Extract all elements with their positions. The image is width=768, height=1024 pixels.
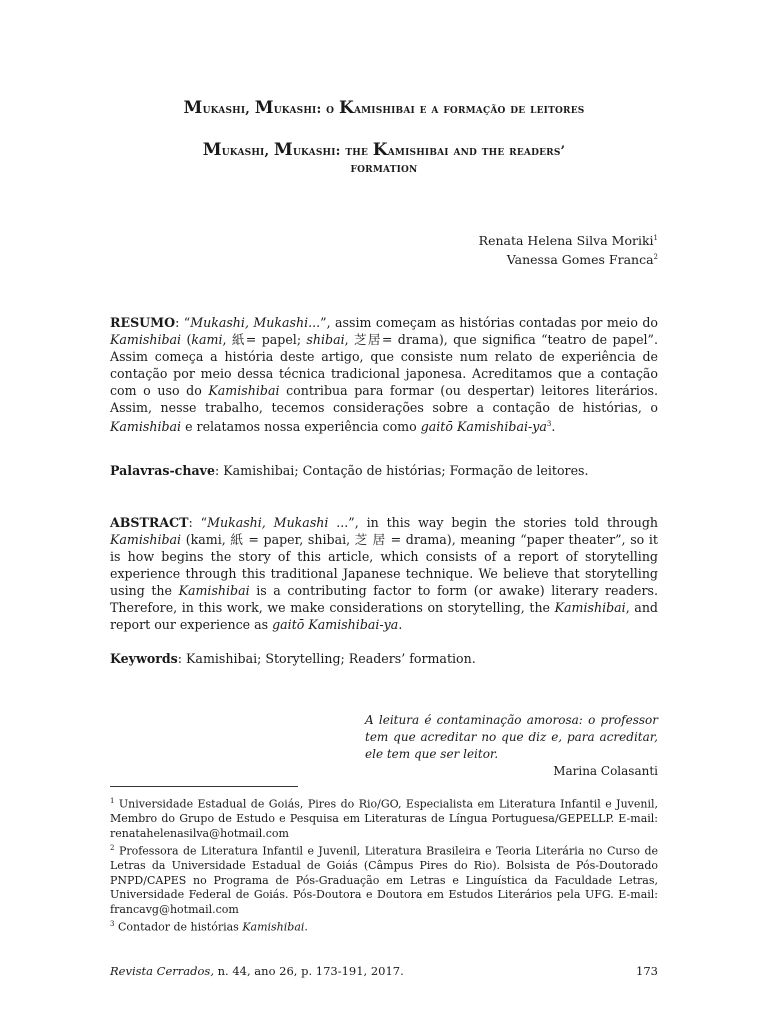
epigraph-quote: A leitura é contaminação amorosa: o professor tem que acreditar no que diz e, para acreditar, ele tem que ser leitor. <box>365 713 658 761</box>
palavras-chave-label: Palavras-chave <box>110 463 215 478</box>
title-en-part1: ukashi, <box>221 144 274 159</box>
title-portuguese <box>108 100 660 118</box>
resumo-italic-4: shibai <box>306 332 345 347</box>
title-pt-part2: ukashi: o <box>273 102 339 117</box>
resumo-text-5: , 芝居= drama), que significa “teatro de papel”. Assim começa a história deste artigo, que consiste num relato de experiência de contação por meio dessa técnica tradicional japonesa. Acreditamos que a contação com o uso do <box>110 332 659 398</box>
resumo-italic-6: Kamishibai <box>110 419 182 435</box>
keywords-text: : Kamishibai; Storytelling; Readers’ formation. <box>177 651 476 666</box>
author-list <box>479 230 658 268</box>
footer-journal: Revista Cerrados, <box>110 964 214 978</box>
title-english <box>108 142 660 177</box>
resumo-paragraph <box>110 314 658 435</box>
epigraph <box>365 712 658 780</box>
resumo-italic-2: Kamishibai <box>110 332 182 347</box>
title-pt-cap1: M <box>183 98 203 118</box>
title-en-cap2: M <box>273 140 293 160</box>
footer-citation-text: n. 44, ano 26, p. 173-191, 2017. <box>213 964 404 978</box>
footnote-3-number: 3 <box>110 920 115 929</box>
resumo-italic-5: Kamishibai <box>208 383 280 398</box>
resumo-italic-7: gaitō Kamishibai-ya <box>420 419 547 435</box>
footnote-2-number: 2 <box>110 844 115 853</box>
footnote-3-text: Contador de histórias <box>114 920 243 934</box>
footnote-3-end: . <box>304 920 308 934</box>
title-en-part3: amishibai and the readers’ <box>387 144 566 159</box>
author-1 <box>479 230 658 249</box>
title-pt-cap2: M <box>254 98 274 118</box>
resumo-text-2: ”, assim começam as histórias contadas por meio do <box>320 315 658 330</box>
title-pt-part1: ukashi, <box>202 102 255 117</box>
resumo-label: RESUMO <box>110 315 176 330</box>
abstract-italic-3: Kamishibai <box>178 583 250 598</box>
title-en-cap3: K <box>372 140 388 160</box>
resumo-text-8: . <box>551 419 556 435</box>
footnote-2 <box>110 841 658 917</box>
abstract-italic-1: Mukashi, Mukashi ... <box>207 515 349 530</box>
abstract-italic-2: Kamishibai <box>110 532 182 547</box>
resumo-text-6: contribua para formar (ou despertar) leitores literários. Assim, nesse trabalho, tecemos considerações sobre a contação de histórias, o <box>110 383 658 415</box>
title-pt-part3: amishibai e a formação de leitores <box>353 102 585 117</box>
footnote-divider <box>110 786 298 787</box>
footnote-1-text: Universidade Estadual de Goiás, Pires do Rio/GO, Especialista em Literatura Infantil e Juvenil, Membro do Grupo de Estudo e Pesquisa em Literaturas de Língua Portuguesa/GEPELLP. E-mail: renatahelenasilva@hotmail.com <box>110 797 658 840</box>
resumo-italic-3: kami <box>191 332 223 347</box>
abstract-italic-4: Kamishibai <box>554 600 626 615</box>
author-2-note: 2 <box>653 253 658 262</box>
abstract-italic-5: gaitō Kamishibai-ya <box>272 617 399 632</box>
keywords-label: Keywords <box>110 651 178 666</box>
title-en-part2: ukashi: the <box>292 144 373 159</box>
author-1-name: Renata Helena Silva Moriki <box>478 233 654 249</box>
resumo-text-4: , 紙= papel; <box>222 332 307 347</box>
author-2 <box>479 249 658 268</box>
resumo-italic-1: Mukashi, Mukashi... <box>190 315 321 330</box>
abstract-text-4: is a contributing factor to form (or awake) literary readers. Therefore, in this work, we make considerations on storytelling, the <box>110 583 658 615</box>
title-en-cap1: M <box>202 140 222 160</box>
resumo-text-1: : “ <box>175 315 191 330</box>
footer-citation <box>110 964 404 978</box>
footnote-3 <box>110 917 658 935</box>
footnote-3-italic: Kamishibai <box>242 920 305 934</box>
abstract-text-2: ”, in this way begin the stories told through <box>348 515 659 530</box>
footnote-1-number: 1 <box>110 797 115 805</box>
footnote-2-text: Professora de Literatura Infantil e Juvenil, Literatura Brasileira e Teoria Literária no Curso de Letras da Universidade Estadual de Goiás (Câmpus Pires do Rio). Bolsista de Pós-Doutorado PNPD/CAPES no Programa de Pós-Graduação em Letras e Linguística da Faculdade Letras, Universidade Federal de Goiás. Pós-Doutora e Doutora em Estudos Literários pela UFG. E-mail: francavg@hotmail.com <box>110 844 658 916</box>
author-2-name: Vanessa Gomes Franca <box>506 252 654 268</box>
abstract-text-1: : “ <box>188 515 208 530</box>
abstract-label: ABSTRACT <box>110 515 189 530</box>
palavras-chave-text: : Kamishibai; Contação de histórias; Formação de leitores. <box>214 463 589 478</box>
abstract-paragraph <box>110 514 658 633</box>
page-number: 173 <box>636 964 658 978</box>
footnotes <box>110 794 658 935</box>
abstract-text-5: , and report our experience as <box>110 600 658 632</box>
abstract-text-3: (kami, 紙 = paper, shibai, 芝 居 = drama), meaning “paper theater”, so it is how begins the story of this article, which consists of a report of storytelling experience through this traditional Japanese technique. We believe that storytelling using the <box>110 532 658 598</box>
resumo-text-3: ( <box>181 332 192 347</box>
footnote-1 <box>110 794 658 841</box>
epigraph-author: Marina Colasanti <box>553 764 658 778</box>
resumo-footnote-ref: 3 <box>546 420 552 428</box>
title-pt-cap3: K <box>338 98 354 118</box>
palavras-chave <box>110 462 658 479</box>
author-1-note: 1 <box>653 234 658 242</box>
resumo-text-7: e relatamos nossa experiência como <box>181 419 421 435</box>
abstract-text-6: . <box>398 617 403 632</box>
title-en-line2: formation <box>350 161 418 176</box>
keywords <box>110 650 658 667</box>
